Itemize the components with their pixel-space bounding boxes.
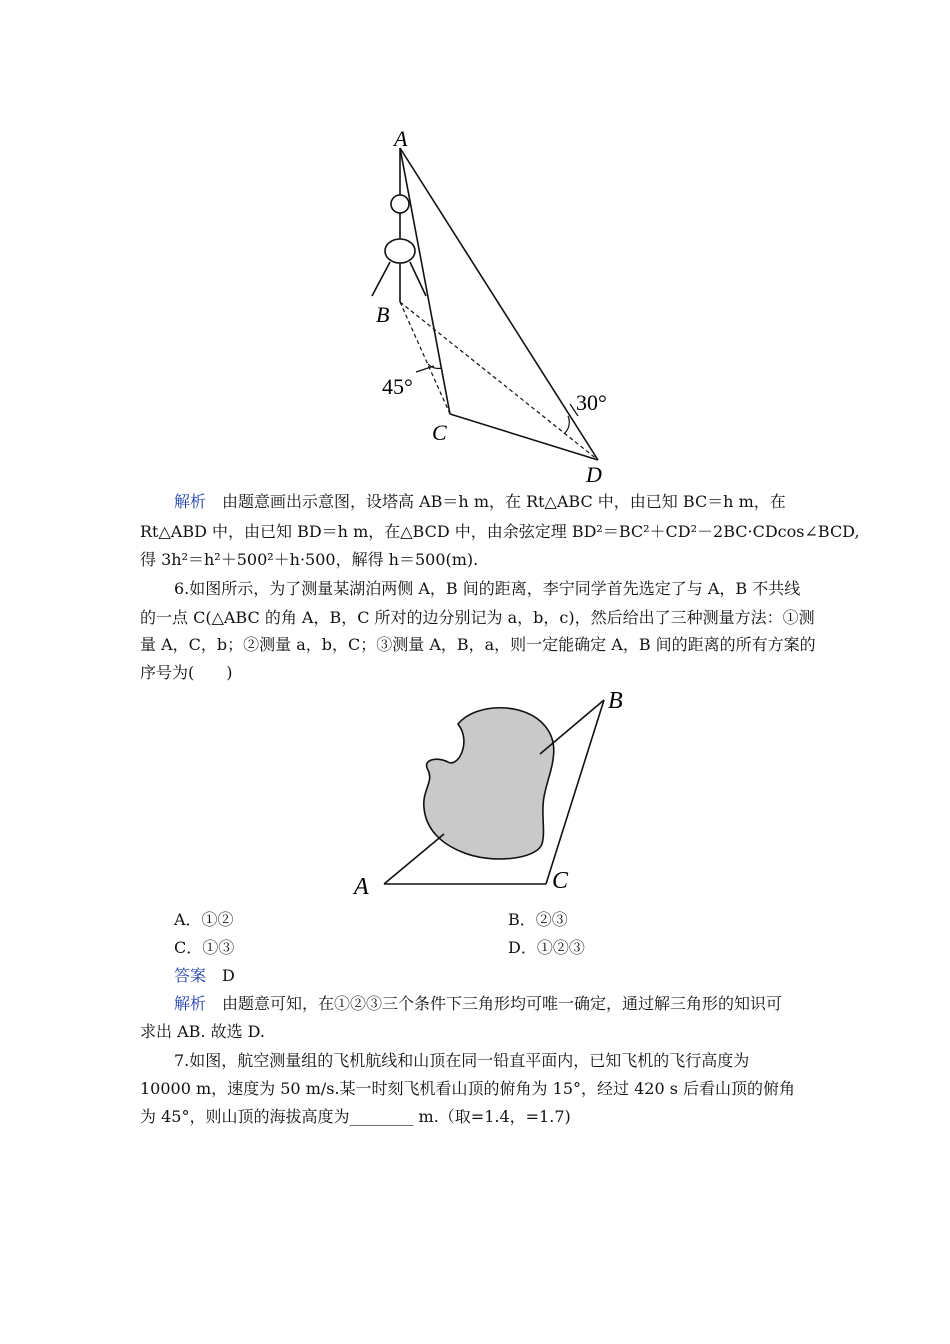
tower-large-ball (385, 239, 415, 263)
label-B: B (608, 688, 623, 714)
solution-tag: 解析 (174, 994, 207, 1013)
edge-BD-dashed (400, 302, 598, 460)
question6-line2: 的一点 C(△ABC 的角 A，B，C 所对的边分别记为 a，b，c)，然后给出了三种测量方法：①测 (140, 608, 815, 627)
figure1-dashed (400, 302, 598, 460)
option-D: D．①②③ (508, 938, 585, 957)
option-A: A．①② (174, 910, 234, 929)
edge-BC (546, 700, 604, 884)
solution6-line2: 求出 AB. 故选 D. (140, 1022, 266, 1041)
label-C: C (552, 868, 569, 894)
answer-value: D (222, 966, 235, 985)
solution5-line2: Rt△ABD 中，由已知 BD＝h m，在△BCD 中，由余弦定理 BD²＝BC²＋CD²－2BC·CDcos∠BCD, (140, 522, 860, 541)
label-D: D (586, 462, 602, 487)
angle-45-label: 45° (382, 374, 413, 399)
question6-line3: 量 A，C，b；②测量 a，b，C；③测量 A，B，a，则一定能确定 A，B 间的距离的所有方案的 (140, 635, 816, 654)
answer6-line (174, 966, 814, 986)
solution5-line1: 解析 由题意画出示意图，设塔高 AB＝h m，在 Rt△ABC 中，由已知 BC＝h m，在 (174, 492, 786, 511)
angle-30-label: 30° (576, 390, 607, 415)
angle-45-pointer (416, 366, 434, 372)
answer-tag: 答案 (174, 966, 207, 985)
option-C: C．①③ (174, 938, 235, 957)
label-A: A (394, 126, 408, 151)
tower-small-ball (391, 195, 409, 213)
question6-line1: 6.如图所示，为了测量某湖泊两侧 A，B 间的距离，李宁同学首先选定了与 A，B 不共线 (174, 579, 801, 598)
option-B: B．②③ (508, 910, 568, 929)
edge-AB-upper (540, 700, 604, 754)
tower-leg-left (372, 262, 390, 296)
question7-line1: 7.如图，航空测量组的飞机航线和山顶在同一铅直平面内，已知飞机的飞行高度为 (174, 1051, 750, 1070)
question7-line2: 10000 m，速度为 50 m/s.某一时刻飞机看山顶的俯角为 15°，经过 420 s 后看山顶的俯角 (140, 1079, 796, 1098)
solution6-line1: 解析 由题意可知，在①②③三个条件下三角形均可唯一确定，通过解三角形的知识可 (174, 994, 783, 1013)
edge-AB-lower (384, 834, 444, 884)
angle-30-arc (564, 416, 569, 434)
tower-triangle-figure (360, 120, 620, 490)
edge-CD (450, 414, 598, 460)
solution5-line3: 得 3h²＝h²＋500²＋h·500，解得 h＝500(m). (140, 550, 479, 569)
tower-leg-right (410, 262, 426, 296)
solution-tag: 解析 (174, 492, 207, 511)
label-A: A (354, 874, 369, 900)
question6-line4: 序号为( ) (140, 663, 233, 682)
label-C: C (432, 420, 447, 445)
figure1-lines (372, 148, 598, 460)
question7-line3: 为 45°，则山顶的海拔高度为________ m.（取=1.4，=1.7) (140, 1107, 571, 1126)
lake-shape (424, 708, 554, 859)
label-B: B (376, 302, 390, 327)
lake-triangle-figure (340, 684, 640, 900)
